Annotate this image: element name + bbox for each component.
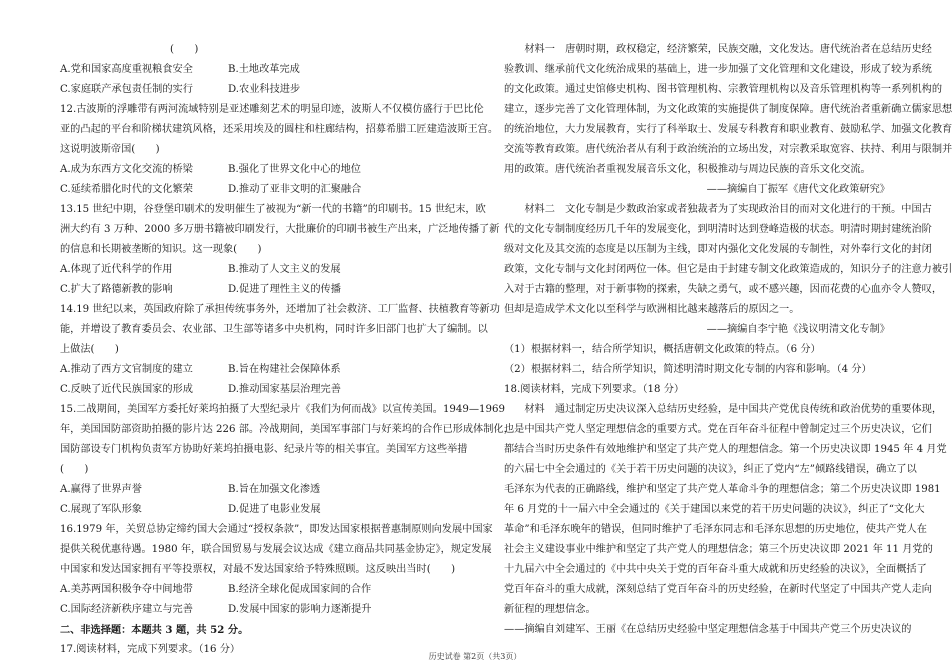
material-1-line: 建立，逐步完善了文化管理体制，为文化政策的实施提供了制度保障。唐代统治者重新确立儒家思想 <box>504 104 952 115</box>
material-1-source: ——摘编自丁振军《唐代文化政策研究》 <box>706 184 890 195</box>
option: D.推动了亚非文明的汇聚融合 <box>228 184 362 195</box>
q14-options-row2 <box>60 380 465 400</box>
q13-options-row2 <box>60 280 465 300</box>
q15-options-row2 <box>60 500 465 520</box>
option: C.反映了近代民族国家的形成 <box>60 384 193 395</box>
material-2-line: 级对文化及其交流的态度是以压制为主线，即对内强化文化发展的专制性，对外奉行文化的封闭 <box>504 244 932 255</box>
material-2-line: 但却是造成学术文化以至科学与欧洲相比越来越落后的原因之一。 <box>504 304 800 315</box>
material-1-line: 的文化政策。通过史馆修史机构、图书管理机构、宗教管理机构以及音乐管理机构等一系列机构的 <box>504 84 943 95</box>
q11-options-row1 <box>60 60 465 80</box>
option: D.促进了电影业发展 <box>228 504 321 515</box>
material-3-line: 革命”和毛泽东晚年的错误，但同时维护了毛泽东同志和毛泽东思想的历史地位，使共产党人在 <box>504 524 927 535</box>
option: A.美苏两国积极争夺中间地带 <box>60 584 193 595</box>
option: C.扩大了路德新教的影响 <box>60 284 173 295</box>
q16-stem: 提供关税优惠待遇。1980 年，联合国贸易与发展会议达成《建立商品共同基金协定》，规定发展 <box>60 544 492 555</box>
page-footer: 历史试卷 第2页（共3页） <box>428 652 522 661</box>
q18-heading: 18.阅读材料，完成下列要求。（18 分） <box>504 384 685 395</box>
option: C.延续希腊化时代的文化繁荣 <box>60 184 193 195</box>
option: B.经济全球化促成国家间的合作 <box>228 584 372 595</box>
material-3-line: 都结合当时历史条件有效地维护和坚定了共产党人的理想信念。第一个历史决议即 1945 年 4 月党 <box>504 444 947 455</box>
material-3-line: 年 6 月党的十一届六中全会通过的《关于建国以来党的若干历史问题的决议》，纠正了“文化大 <box>504 504 925 515</box>
option: D.发展中国家的影响力逐渐提升 <box>228 604 372 615</box>
q16-options-row1 <box>60 580 465 600</box>
q14-stem: 14.19 世纪以来，英国政府除了承担传统事务外，还增加了社会救济、工厂监督、扶植教育等新功 <box>60 304 500 315</box>
q14-stem: 上做法( ) <box>60 344 119 355</box>
q14-stem: 能，并增设了教育委员会、农业部、卫生部等诸多中央机构，同时许多旧部门也扩大了编制。以 <box>60 324 488 335</box>
option: A.赢得了世界声誉 <box>60 484 142 495</box>
q17-part-2: （2）根据材料二，结合所学知识，简述明清时期文化专制的内容和影响。（4 分） <box>504 364 872 375</box>
q13-stem: 的信息和长期被垄断的知识。这一现象( ) <box>60 244 262 255</box>
q16-options-row2 <box>60 600 465 620</box>
material-1-line: 交流等教育政策。唐代统治者从有利于政治统治的立场出发，对宗教采取宽容、扶持、利用与限制并 <box>504 144 952 155</box>
q15-options-row1 <box>60 480 465 500</box>
q15-stem: 年，美国国防部资助拍摄的影片达 226 部。冷战期间，美国军事部门与好莱坞的合作已形成体制化， <box>60 424 514 435</box>
q13-stem: 洲大约有 3 万种、2000 多万册书籍被印刷发行，大批廉价的印刷书被生产出来，广泛地传播了新 <box>60 224 500 235</box>
q12-options-row2 <box>60 180 465 200</box>
q15-stem: ( ) <box>60 464 89 475</box>
material-2-source: ——摘编自李宁艳《浅议明清文化专制》 <box>706 324 890 335</box>
q12-stem: 这说明波斯帝国( ) <box>60 144 160 155</box>
q16-stem: 中国家和发达国家拥有平等投票权，对最不发达国家给予特殊照顾。这反映出当时( ) <box>60 564 456 575</box>
q16-stem: 16.1979 年，关贸总协定缔约国大会通过“授权条款”，即发达国家根据普惠制原则向发展中国家 <box>60 524 493 535</box>
material-1-line: 验教训、继承前代文化统治成果的基础上，进一步加强了文化管理和文化建设，形成了较为系统 <box>504 64 932 75</box>
q15-stem: 15.二战期间，美国军方委托好莱坞拍摄了大型纪录片《我们为何而战》以宣传美国。1949—1969 <box>60 404 505 415</box>
q13-options-row1 <box>60 260 465 280</box>
material-3-line: 社会主义建设事业中维护和坚定了共产党人的理想信念；第三个历史决议即 2021 年 11 月党的 <box>504 544 933 555</box>
material-3-line: 也是中国共产党人坚定理想信念的重要方式。党在百年奋斗征程中曾制定过三个历史决议，它们 <box>504 424 932 435</box>
option: D.推动国家基层治理完善 <box>228 384 341 395</box>
material-3-line: 毛泽东为代表的正确路线，维护和坚定了共产党人革命斗争的理想信念；第二个历史决议即 1981 <box>504 484 941 495</box>
material-3-source: ——摘编自刘建军、王丽《在总结历史经验中坚定理想信念基于中国共产党三个历史决议的 <box>504 624 912 635</box>
option: D.促进了理性主义的传播 <box>228 284 341 295</box>
option: B.旨在加强文化渗透 <box>228 484 321 495</box>
option: A.党和国家高度重视粮食安全 <box>60 64 193 75</box>
material-2-line: 入对于古籍的整理，对于新事物的探索，失缺之勇气，或不感兴趣，因而花费的心血亦令人赞叹， <box>504 284 943 295</box>
option: A.体现了近代科学的作用 <box>60 264 173 275</box>
option: C.展现了军队形象 <box>60 504 142 515</box>
option: B.推动了人文主义的发展 <box>228 264 341 275</box>
option: D.农业科技进步 <box>228 84 301 95</box>
q12-options-row1 <box>60 160 465 180</box>
option: B.强化了世界文化中心的地位 <box>228 164 361 175</box>
q11-options-row2 <box>60 80 465 100</box>
option: B.旨在构建社会保障体系 <box>228 364 341 375</box>
right-column <box>504 40 952 640</box>
option: C.国际经济新秩序建立与完善 <box>60 604 193 615</box>
q17-heading: 17.阅读材料，完成下列要求。（16 分） <box>60 644 241 655</box>
material-2-line: 代的文化专制制度经历几千年的发展变化，到明清时达到登峰造极的状态。明清时期封建统治阶 <box>504 224 932 235</box>
q12-stem: 亚的凸起的平台和阶梯状建筑风格，还采用埃及的圆柱和柱廊结构，招募希腊工匠建造波斯王宫。 <box>60 124 499 135</box>
option: B.土地改革完成 <box>228 64 300 75</box>
material-3-line: 材料 通过制定历史决议深入总结历史经验，是中国共产党优良传统和政治优势的重要体现， <box>504 404 943 415</box>
q11-answer-blank: ( ) <box>170 44 199 55</box>
material-3-line: 的六届七中全会通过的《关于若干历史问题的决议》，纠正了党内“左”倾路线错误，确立了以 <box>504 464 917 475</box>
option: A.成为东西方文化交流的桥梁 <box>60 164 193 175</box>
material-2-line: 材料二 文化专制是少数政治家或者独裁者为了实现政治目的而对文化进行的干预。中国古 <box>504 204 932 215</box>
material-3-line: 十九届六中全会通过的《中共中央关于党的百年奋斗重大成就和历史经验的决议》，全面概括了 <box>504 564 927 575</box>
material-1-line: 的统治地位，大力发展教育，实行了科举取士、发展专科教育和职业教育、鼓励私学、加强文化教育 <box>504 124 952 135</box>
material-1-line: 用的政策。唐代统治者重视发展音乐文化，积极推动与周边民族的音乐文化交流。 <box>504 164 871 175</box>
q17-part-1: （1）根据材料一，结合所学知识，概括唐朝文化政策的特点。（6 分） <box>504 344 821 355</box>
section-heading: 二、非选择题：本题共 3 题，共 52 分。 <box>60 624 249 636</box>
material-1-line: 材料一 唐朝时期，政权稳定，经济繁荣，民族交融，文化发达。唐代统治者在总结历史经 <box>504 44 932 55</box>
q14-options-row1 <box>60 360 465 380</box>
material-3-line: 党百年奋斗的重大成就，深刻总结了党百年奋斗的历史经验，在新时代坚定了中国共产党人走向 <box>504 584 932 595</box>
material-3-line: 新征程的理想信念。 <box>504 604 596 615</box>
option: A.推动了西方文官制度的建立 <box>60 364 193 375</box>
option: C.家庭联产承包责任制的实行 <box>60 84 193 95</box>
q12-stem: 12.古波斯的浮雕带有两河流域特别是亚述雕刻艺术的明显印迹，波斯人不仅模仿盛行于巴比伦 <box>60 104 484 115</box>
q15-stem: 国防部设专门机构负责军方协助好莱坞拍摄电影、纪录片等的相关事宜。美国军方这些举措 <box>60 444 468 455</box>
q13-stem: 13.15 世纪中期，谷登堡印刷术的发明催生了被视为“新一代的书籍”的印刷书。15 世纪末，欧 <box>60 204 486 215</box>
material-2-line: 政策，文化专制与文化封闭两位一体。但它是由于封建专制文化政策造成的，知识分子的注意力被引 <box>504 264 952 275</box>
